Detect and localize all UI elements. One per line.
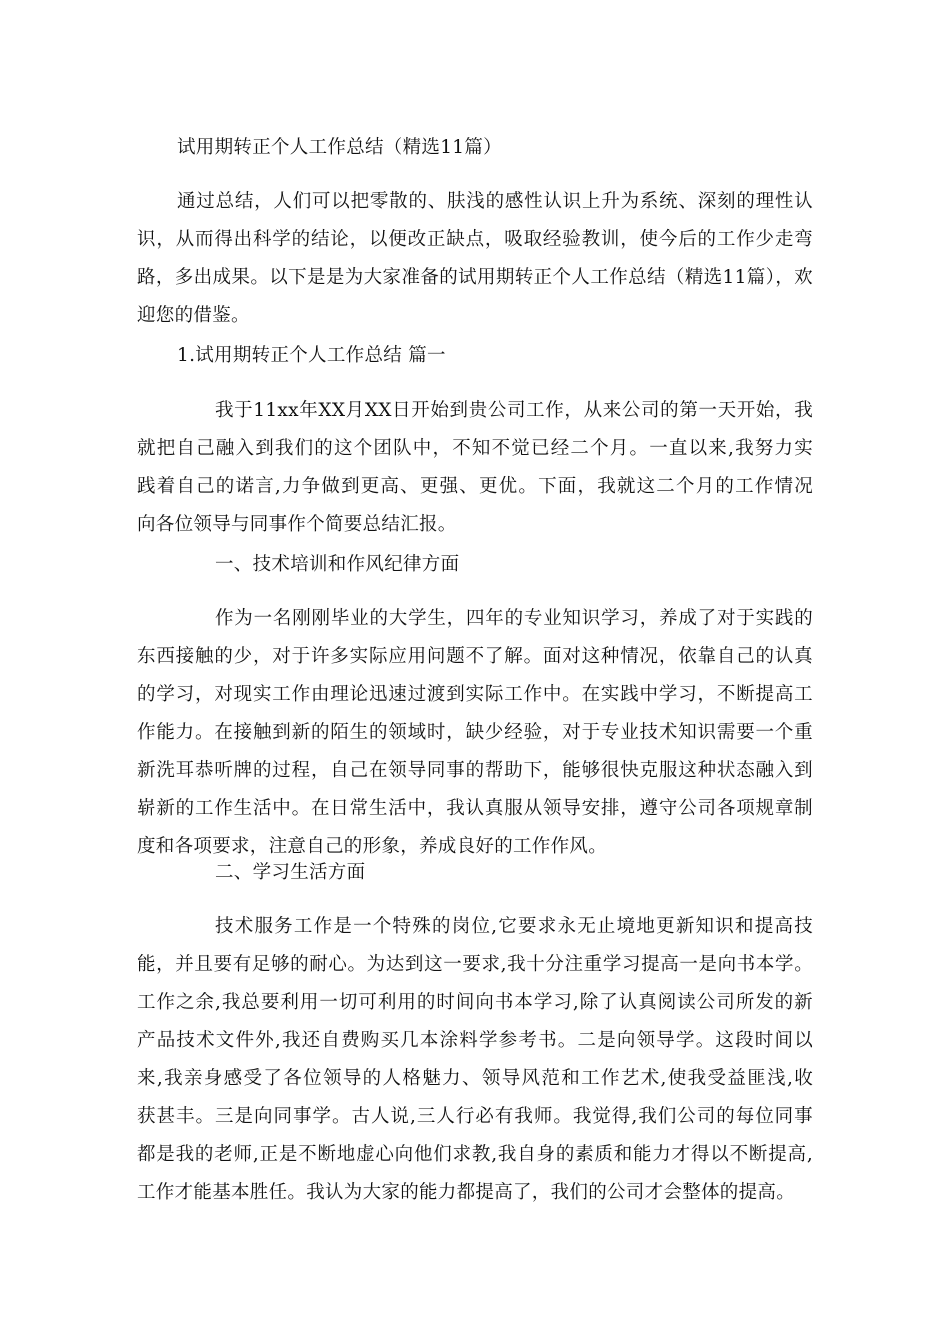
paragraph-line: 工作才能基本胜任。我认为大家的能力都提高了，我们的公司才会整体的提高。 <box>137 1182 796 1203</box>
paragraph-line: 作能力。在接触到新的陌生的领域时，缺少经验，对于专业技术知识需要一个重 <box>137 722 813 743</box>
paragraph-line: 的学习，对现实工作由理论迅速过渡到实际工作中。在实践中学习，不断提高工 <box>137 684 813 705</box>
paragraph-line: 崭新的工作生活中。在日常生活中，我认真服从领导安排，遵守公司各项规章制 <box>137 798 813 819</box>
paragraph-line: 作为一名刚刚毕业的大学生，四年的专业知识学习，养成了对于实践的 <box>215 608 813 629</box>
paragraph-line: 新洗耳恭听牌的过程，自己在领导同事的帮助下，能够很快克服这种状态融入到 <box>137 760 813 781</box>
subsection-heading: 二、学习生活方面 <box>215 862 366 883</box>
paragraph-line: 度和各项要求，注意自己的形象，养成良好的工作作风。 <box>137 836 608 857</box>
paragraph-line: 都是我的老师,正是不断地虚心向他们求教,我自身的素质和能力才得以不断提高, <box>137 1144 813 1165</box>
document-title: 试用期转正个人工作总结（精选11篇） <box>177 137 502 158</box>
paragraph-line: 产品技术文件外,我还自费购买几本涂料学参考书。二是向领导学。这段时间以 <box>137 1030 813 1051</box>
paragraph-line: 技术服务工作是一个特殊的岗位,它要求永无止境地更新知识和提高技 <box>215 916 813 937</box>
intro-line: 通过总结，人们可以把零散的、肤浅的感性认识上升为系统、深刻的理性认 <box>177 191 813 212</box>
paragraph-line: 工作之余,我总要利用一切可利用的时间向书本学习,除了认真阅读公司所发的新 <box>137 992 813 1013</box>
paragraph-line: 向各位领导与同事作个简要总结汇报。 <box>137 514 457 535</box>
paragraph-line: 践着自己的诺言,力争做到更高、更强、更优。下面，我就这二个月的工作情况 <box>137 476 813 497</box>
paragraph-line: 我于11xx年XX月XX日开始到贵公司工作，从来公司的第一天开始，我 <box>215 400 813 421</box>
paragraph-line: 就把自己融入到我们的这个团队中，不知不觉已经二个月。一直以来,我努力实 <box>137 438 813 459</box>
intro-line: 迎您的借鉴。 <box>137 305 250 326</box>
paragraph-line: 获甚丰。三是向同事学。古人说,三人行必有我师。我觉得,我们公司的每位同事 <box>137 1106 813 1127</box>
subsection-heading: 一、技术培训和作风纪律方面 <box>215 554 460 575</box>
paragraph-line: 东西接触的少，对于许多实际应用问题不了解。面对这种情况，依靠自己的认真 <box>137 646 813 667</box>
section-heading: 1.试用期转正个人工作总结 篇一 <box>177 345 446 366</box>
paragraph-line: 来,我亲身感受了各位领导的人格魅力、领导风范和工作艺术,使我受益匪浅,收 <box>137 1068 813 1089</box>
intro-line: 识，从而得出科学的结论，以便改正缺点，吸取经验教训，使今后的工作少走弯 <box>137 229 813 250</box>
paragraph-line: 能，并且要有足够的耐心。为达到这一要求,我十分注重学习提高一是向书本学。 <box>137 954 813 975</box>
intro-line: 路，多出成果。以下是是为大家准备的试用期转正个人工作总结（精选11篇），欢 <box>137 267 813 288</box>
